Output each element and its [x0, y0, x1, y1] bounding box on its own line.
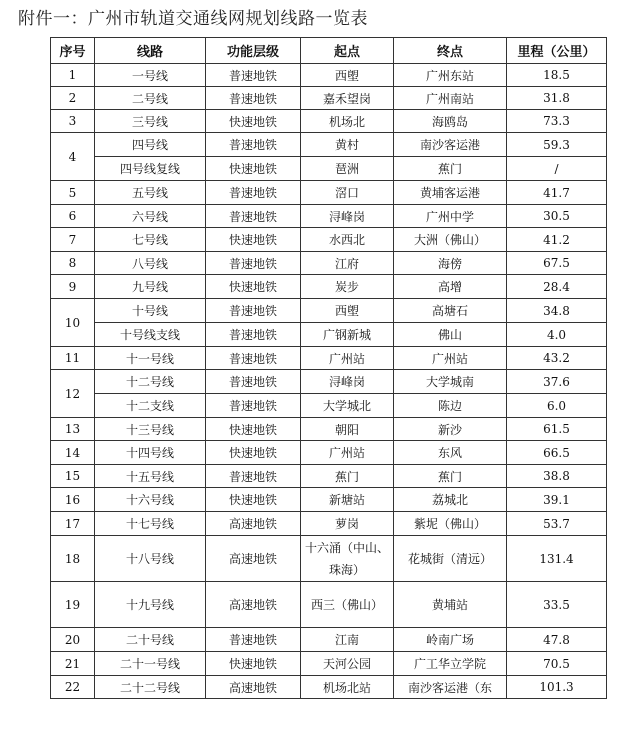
km-cell: 37.6: [507, 370, 607, 394]
level-cell: 普速地铁: [206, 133, 301, 157]
table-row: [51, 228, 607, 252]
page-title: 附件一：广州市轨道交通线网规划线路一览表: [18, 9, 368, 29]
km-cell: 59.3: [507, 133, 607, 157]
km-cell: 34.8: [507, 299, 607, 323]
table-row: [51, 299, 607, 323]
row-number-cell: 20: [51, 628, 95, 652]
level-cell: 普速地铁: [206, 181, 301, 205]
row-number-cell: 8: [51, 252, 95, 275]
header-level: 功能层级: [206, 38, 301, 64]
start-cell: 江南: [301, 628, 394, 652]
end-cell: 广州南站: [394, 87, 507, 110]
line-cell: 十六号线: [95, 488, 206, 512]
table-row: [51, 275, 607, 299]
table-row: [51, 323, 607, 347]
start-cell: 十六涌（中山、珠海）: [301, 536, 394, 582]
table-row: [51, 205, 607, 228]
table-row: [51, 181, 607, 205]
row-number-cell: 17: [51, 512, 95, 536]
level-cell: 高速地铁: [206, 676, 301, 699]
line-cell: 十号线支线: [95, 323, 206, 347]
row-number-cell: 5: [51, 181, 95, 205]
line-cell: 二十一号线: [95, 652, 206, 676]
end-cell: 南沙客运港: [394, 133, 507, 157]
start-cell: 水西北: [301, 228, 394, 252]
table-row: [51, 652, 607, 676]
row-number-cell: 19: [51, 582, 95, 628]
km-cell: 43.2: [507, 347, 607, 370]
row-number-cell: 12: [51, 370, 95, 418]
table-row: [51, 465, 607, 488]
line-cell: 八号线: [95, 252, 206, 275]
level-cell: 高速地铁: [206, 582, 301, 628]
line-cell: 十三号线: [95, 418, 206, 441]
row-number-cell: 16: [51, 488, 95, 512]
level-cell: 普速地铁: [206, 252, 301, 275]
end-cell: 大洲（佛山）: [394, 228, 507, 252]
km-cell: 30.5: [507, 205, 607, 228]
level-cell: 高速地铁: [206, 512, 301, 536]
km-cell: 131.4: [507, 536, 607, 582]
line-cell: 十号线: [95, 299, 206, 323]
table-row: [51, 252, 607, 275]
km-cell: 67.5: [507, 252, 607, 275]
end-cell: 荔城北: [394, 488, 507, 512]
level-cell: 高速地铁: [206, 536, 301, 582]
table-row: [51, 64, 607, 87]
route-table: [50, 37, 607, 699]
start-cell: 广钢新城: [301, 323, 394, 347]
level-cell: 普速地铁: [206, 347, 301, 370]
row-number-cell: 22: [51, 676, 95, 699]
header-line: 线路: [95, 38, 206, 64]
row-number-cell: 21: [51, 652, 95, 676]
line-cell: 二十号线: [95, 628, 206, 652]
line-cell: 十八号线: [95, 536, 206, 582]
line-cell: 十七号线: [95, 512, 206, 536]
header-end: 终点: [394, 38, 507, 64]
level-cell: 快速地铁: [206, 441, 301, 465]
km-cell: 101.3: [507, 676, 607, 699]
row-number-cell: 11: [51, 347, 95, 370]
level-cell: 快速地铁: [206, 110, 301, 133]
end-cell: 花城街（清远）: [394, 536, 507, 582]
end-cell: 岭南广场: [394, 628, 507, 652]
row-number-cell: 6: [51, 205, 95, 228]
start-cell: 江府: [301, 252, 394, 275]
start-cell: 西塱: [301, 299, 394, 323]
header-start: 起点: [301, 38, 394, 64]
level-cell: 普速地铁: [206, 323, 301, 347]
start-cell: 广州站: [301, 441, 394, 465]
level-cell: 快速地铁: [206, 228, 301, 252]
table-row: [51, 133, 607, 157]
end-cell: 广州站: [394, 347, 507, 370]
end-cell: 海鸥岛: [394, 110, 507, 133]
line-cell: 六号线: [95, 205, 206, 228]
table-row: [51, 110, 607, 133]
km-cell: 70.5: [507, 652, 607, 676]
level-cell: 普速地铁: [206, 299, 301, 323]
start-cell: 机场北站: [301, 676, 394, 699]
km-cell: 6.0: [507, 394, 607, 418]
line-cell: 十四号线: [95, 441, 206, 465]
level-cell: 普速地铁: [206, 370, 301, 394]
row-number-cell: 9: [51, 275, 95, 299]
line-cell: 七号线: [95, 228, 206, 252]
level-cell: 普速地铁: [206, 628, 301, 652]
end-cell: 佛山: [394, 323, 507, 347]
level-cell: 普速地铁: [206, 64, 301, 87]
start-cell: 朝阳: [301, 418, 394, 441]
line-cell: 十一号线: [95, 347, 206, 370]
start-cell: 嘉禾望岗: [301, 87, 394, 110]
row-number-cell: 3: [51, 110, 95, 133]
end-cell: 新沙: [394, 418, 507, 441]
row-number-cell: 15: [51, 465, 95, 488]
table-row: [51, 628, 607, 652]
header-km: 里程（公里）: [507, 38, 607, 64]
km-cell: 28.4: [507, 275, 607, 299]
start-cell: 炭步: [301, 275, 394, 299]
line-cell: 二号线: [95, 87, 206, 110]
end-cell: 陈边: [394, 394, 507, 418]
end-cell: 东风: [394, 441, 507, 465]
km-cell: 38.8: [507, 465, 607, 488]
start-cell: 蕉门: [301, 465, 394, 488]
row-number-cell: 1: [51, 64, 95, 87]
start-cell: 大学城北: [301, 394, 394, 418]
row-number-cell: 18: [51, 536, 95, 582]
row-number-cell: 4: [51, 133, 95, 181]
km-cell: /: [507, 157, 607, 181]
line-cell: 一号线: [95, 64, 206, 87]
start-cell: 新塘站: [301, 488, 394, 512]
level-cell: 快速地铁: [206, 418, 301, 441]
line-cell: 五号线: [95, 181, 206, 205]
end-cell: 高增: [394, 275, 507, 299]
start-cell: 萝岗: [301, 512, 394, 536]
end-cell: 南沙客运港（东: [394, 676, 507, 699]
start-cell: 西塱: [301, 64, 394, 87]
km-cell: 41.2: [507, 228, 607, 252]
level-cell: 快速地铁: [206, 275, 301, 299]
table-row: [51, 157, 607, 181]
end-cell: 大学城南: [394, 370, 507, 394]
row-number-cell: 7: [51, 228, 95, 252]
table-row: [51, 87, 607, 110]
table-row: [51, 582, 607, 628]
start-cell: 机场北: [301, 110, 394, 133]
row-number-cell: 10: [51, 299, 95, 347]
km-cell: 61.5: [507, 418, 607, 441]
start-cell: 西三（佛山）: [301, 582, 394, 628]
table-row: [51, 488, 607, 512]
start-cell: 滘口: [301, 181, 394, 205]
row-number-cell: 13: [51, 418, 95, 441]
km-cell: 33.5: [507, 582, 607, 628]
line-cell: 三号线: [95, 110, 206, 133]
table-row: [51, 394, 607, 418]
line-cell: 九号线: [95, 275, 206, 299]
level-cell: 普速地铁: [206, 465, 301, 488]
end-cell: 黄埔站: [394, 582, 507, 628]
end-cell: 黄埔客运港: [394, 181, 507, 205]
line-cell: 四号线复线: [95, 157, 206, 181]
line-cell: 十九号线: [95, 582, 206, 628]
start-cell: 广州站: [301, 347, 394, 370]
level-cell: 快速地铁: [206, 652, 301, 676]
end-cell: 蕉门: [394, 465, 507, 488]
start-cell: 黄村: [301, 133, 394, 157]
km-cell: 31.8: [507, 87, 607, 110]
level-cell: 普速地铁: [206, 205, 301, 228]
level-cell: 普速地铁: [206, 87, 301, 110]
km-cell: 4.0: [507, 323, 607, 347]
table-row: [51, 512, 607, 536]
line-cell: 四号线: [95, 133, 206, 157]
table-row: [51, 370, 607, 394]
km-cell: 53.7: [507, 512, 607, 536]
start-cell: 浔峰岗: [301, 205, 394, 228]
level-cell: 快速地铁: [206, 488, 301, 512]
km-cell: 39.1: [507, 488, 607, 512]
line-cell: 十二号线: [95, 370, 206, 394]
table-row: [51, 418, 607, 441]
start-cell: 琶洲: [301, 157, 394, 181]
end-cell: 广州中学: [394, 205, 507, 228]
line-cell: 十五号线: [95, 465, 206, 488]
end-cell: 广工华立学院: [394, 652, 507, 676]
km-cell: 47.8: [507, 628, 607, 652]
km-cell: 41.7: [507, 181, 607, 205]
km-cell: 18.5: [507, 64, 607, 87]
start-cell: 浔峰岗: [301, 370, 394, 394]
km-cell: 73.3: [507, 110, 607, 133]
table-row: [51, 441, 607, 465]
start-cell: 天河公园: [301, 652, 394, 676]
level-cell: 快速地铁: [206, 157, 301, 181]
header-no: 序号: [51, 38, 95, 64]
table-row: [51, 676, 607, 699]
end-cell: 高塘石: [394, 299, 507, 323]
level-cell: 普速地铁: [206, 394, 301, 418]
line-cell: 十二支线: [95, 394, 206, 418]
km-cell: 66.5: [507, 441, 607, 465]
line-cell: 二十二号线: [95, 676, 206, 699]
end-cell: 海傍: [394, 252, 507, 275]
table-row: [51, 347, 607, 370]
header-row: [51, 38, 607, 64]
end-cell: 紫坭（佛山）: [394, 512, 507, 536]
row-number-cell: 2: [51, 87, 95, 110]
row-number-cell: 14: [51, 441, 95, 465]
table-row: [51, 536, 607, 582]
end-cell: 蕉门: [394, 157, 507, 181]
end-cell: 广州东站: [394, 64, 507, 87]
